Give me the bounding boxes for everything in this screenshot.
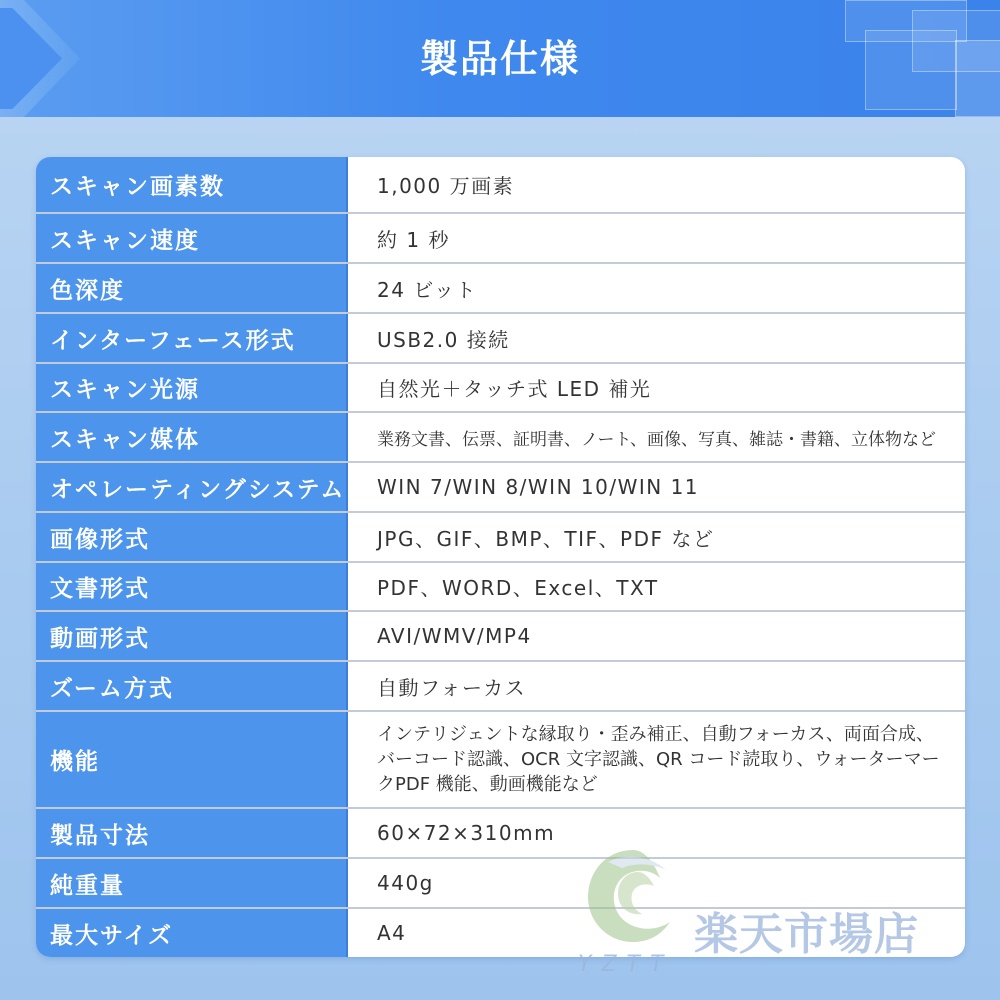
spec-row — [36, 612, 965, 662]
spec-row — [36, 463, 965, 513]
spec-label: スキャン速度 — [36, 214, 348, 262]
spec-label: ズーム方式 — [36, 662, 348, 710]
shop-name-watermark: 楽天市場店 — [694, 909, 919, 960]
spec-row — [36, 157, 965, 214]
spec-row — [36, 513, 965, 563]
spec-row — [36, 662, 965, 712]
spec-label: インターフェース形式 — [36, 314, 348, 362]
page-title: 製品仕様 — [419, 37, 580, 81]
spec-label: 色深度 — [36, 264, 348, 312]
spec-row — [36, 712, 965, 809]
spec-value: 自動フォーカス — [377, 675, 527, 700]
spec-row — [36, 364, 965, 413]
spec-label: スキャン光源 — [36, 364, 348, 411]
spec-value: 業務文書、伝票、証明書、ノート、画像、写真、雑誌・書籍、立体物など — [377, 429, 936, 450]
spec-value: 60×72×310mm — [377, 821, 556, 845]
spec-label: 最大サイズ — [36, 909, 348, 957]
spec-label: オペレーティングシステム — [36, 463, 348, 511]
spec-value: 1,000 万画素 — [377, 174, 515, 198]
spec-row — [36, 809, 965, 859]
spec-value: 自然光＋タッチ式 LED 補光 — [377, 377, 652, 401]
spec-table — [36, 157, 965, 957]
spec-label: 動画形式 — [36, 612, 348, 660]
spec-row — [36, 264, 965, 314]
spec-row — [36, 314, 965, 364]
spec-value: USB2.0 接続 — [377, 327, 510, 352]
spec-value: PDF、WORD、Excel、TXT — [377, 576, 659, 600]
spec-value: WIN 7/WIN 8/WIN 10/WIN 11 — [377, 475, 700, 499]
spec-value: JPG、GIF、BMP、TIF、PDF など — [377, 526, 715, 551]
spec-label: 純重量 — [36, 859, 348, 907]
spec-label: 機能 — [36, 712, 348, 807]
shop-logo-watermark-icon — [578, 842, 688, 952]
logo-text-watermark: YZTT — [578, 952, 674, 977]
spec-value: 約 1 秒 — [377, 227, 450, 252]
spec-value: インテリジェントな縁取り・歪み補正、自動フォーカス、両面合成、バーコード認識、OCR 文字認識、QR コード読取り、ウォーターマークPDF 機能、動画機能など — [377, 724, 940, 795]
page-header — [0, 0, 1000, 117]
spec-row — [36, 563, 965, 612]
spec-label: 文書形式 — [36, 563, 348, 610]
spec-value: A4 — [377, 921, 407, 945]
spec-value: AVI/WMV/MP4 — [377, 624, 532, 648]
spec-row — [36, 214, 965, 264]
spec-label: スキャン画素数 — [36, 157, 348, 212]
spec-label: スキャン媒体 — [36, 413, 348, 461]
spec-label: 画像形式 — [36, 513, 348, 561]
spec-row — [36, 413, 965, 463]
spec-value: 440g — [377, 871, 434, 895]
spec-value: 24 ビット — [377, 277, 478, 302]
spec-label: 製品寸法 — [36, 809, 348, 857]
